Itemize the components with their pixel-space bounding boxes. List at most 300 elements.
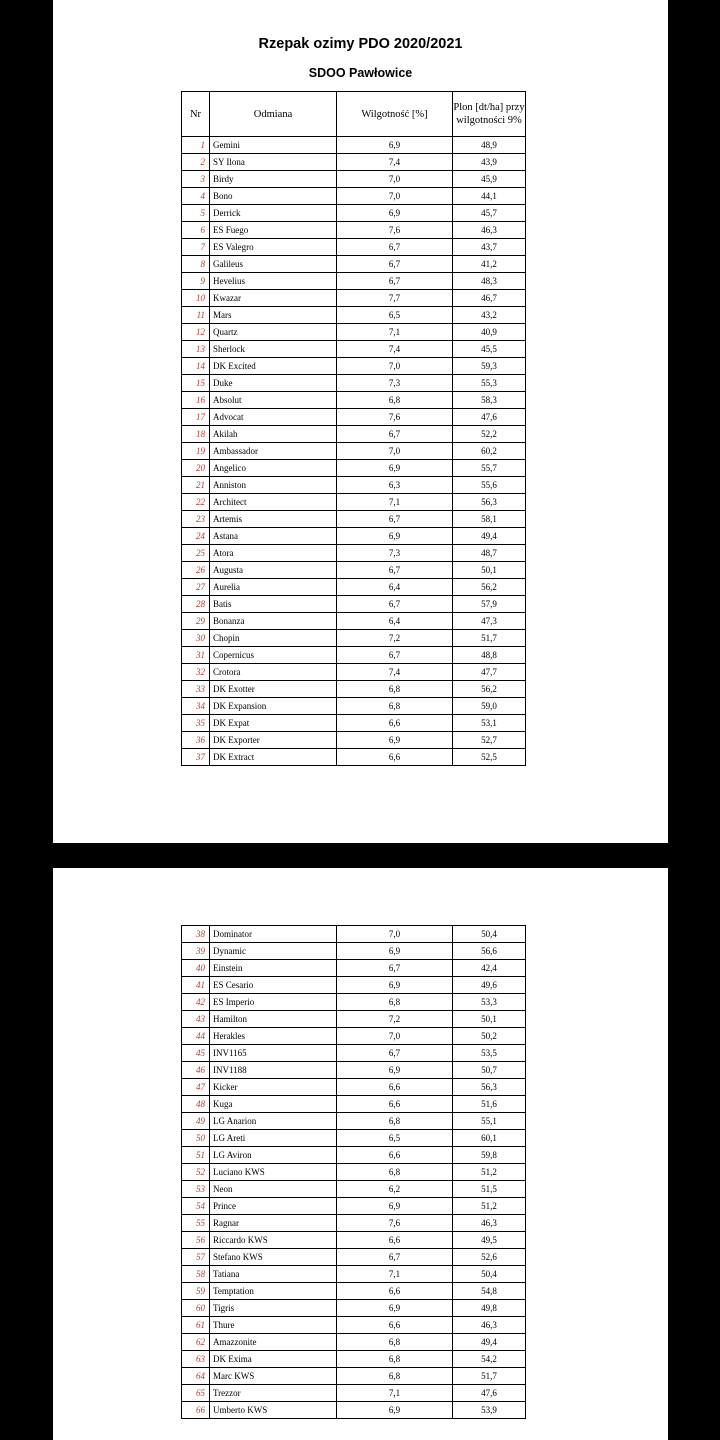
variety-name: Tatiana: [210, 1266, 337, 1283]
yield-value: 49,8: [453, 1300, 526, 1317]
variety-name: Mars: [210, 307, 337, 324]
yield-value: 44,1: [453, 188, 526, 205]
table-row: [182, 664, 526, 681]
variety-name: Architect: [210, 494, 337, 511]
variety-name: Herakles: [210, 1028, 337, 1045]
row-number: 8: [182, 256, 210, 273]
column-header-nr: Nr: [182, 92, 210, 137]
row-number: 48: [182, 1096, 210, 1113]
document-page-2: [53, 868, 668, 1440]
moisture-value: 6,9: [337, 1402, 453, 1419]
moisture-value: 6,4: [337, 613, 453, 630]
moisture-value: 7,1: [337, 494, 453, 511]
variety-name: Stefano KWS: [210, 1249, 337, 1266]
row-number: 36: [182, 732, 210, 749]
yield-value: 49,4: [453, 1334, 526, 1351]
yield-value: 53,1: [453, 715, 526, 732]
variety-name: Derrick: [210, 205, 337, 222]
row-number: 21: [182, 477, 210, 494]
yield-value: 43,9: [453, 154, 526, 171]
moisture-value: 6,9: [337, 977, 453, 994]
moisture-value: 6,6: [337, 749, 453, 766]
variety-name: DK Excited: [210, 358, 337, 375]
table-row: [182, 188, 526, 205]
moisture-value: 6,7: [337, 273, 453, 290]
table-row: [182, 943, 526, 960]
table-row: [182, 732, 526, 749]
row-number: 45: [182, 1045, 210, 1062]
yield-value: 50,1: [453, 1011, 526, 1028]
results-table-part-2: [181, 925, 526, 1419]
moisture-value: 6,8: [337, 392, 453, 409]
yield-value: 50,7: [453, 1062, 526, 1079]
yield-value: 51,7: [453, 1368, 526, 1385]
variety-name: Ambassador: [210, 443, 337, 460]
moisture-value: 6,9: [337, 460, 453, 477]
variety-name: Absolut: [210, 392, 337, 409]
moisture-value: 6,7: [337, 1249, 453, 1266]
row-number: 24: [182, 528, 210, 545]
table-row: [182, 1096, 526, 1113]
moisture-value: 6,4: [337, 579, 453, 596]
variety-name: Gemini: [210, 137, 337, 154]
moisture-value: 6,8: [337, 1368, 453, 1385]
yield-value: 46,7: [453, 290, 526, 307]
yield-value: 43,7: [453, 239, 526, 256]
moisture-value: 6,7: [337, 256, 453, 273]
yield-value: 45,7: [453, 205, 526, 222]
table-row: [182, 494, 526, 511]
moisture-value: 7,1: [337, 1266, 453, 1283]
variety-name: Kicker: [210, 1079, 337, 1096]
table-row: [182, 715, 526, 732]
variety-name: Tigris: [210, 1300, 337, 1317]
yield-value: 55,7: [453, 460, 526, 477]
row-number: 12: [182, 324, 210, 341]
yield-value: 58,1: [453, 511, 526, 528]
table-row: [182, 596, 526, 613]
moisture-value: 7,6: [337, 1215, 453, 1232]
variety-name: Atora: [210, 545, 337, 562]
table-row: [182, 1215, 526, 1232]
table-row: [182, 1147, 526, 1164]
moisture-value: 6,8: [337, 1334, 453, 1351]
moisture-value: 6,9: [337, 1300, 453, 1317]
table-row: [182, 1334, 526, 1351]
yield-value: 48,3: [453, 273, 526, 290]
moisture-value: 6,9: [337, 1198, 453, 1215]
moisture-value: 6,8: [337, 1164, 453, 1181]
variety-name: Einstein: [210, 960, 337, 977]
yield-value: 54,8: [453, 1283, 526, 1300]
variety-name: SY Ilona: [210, 154, 337, 171]
moisture-value: 6,6: [337, 1096, 453, 1113]
yield-value: 48,9: [453, 137, 526, 154]
table-row: [182, 1266, 526, 1283]
yield-value: 50,4: [453, 1266, 526, 1283]
table-row: [182, 1045, 526, 1062]
yield-value: 53,3: [453, 994, 526, 1011]
variety-name: INV1188: [210, 1062, 337, 1079]
yield-value: 56,3: [453, 1079, 526, 1096]
variety-name: Sherlock: [210, 341, 337, 358]
variety-name: Hamilton: [210, 1011, 337, 1028]
moisture-value: 6,3: [337, 477, 453, 494]
table-row: [182, 1130, 526, 1147]
column-header-moisture: Wilgotność [%]: [337, 92, 453, 137]
moisture-value: 7,2: [337, 1011, 453, 1028]
variety-name: Dominator: [210, 926, 337, 943]
table-row: [182, 1300, 526, 1317]
table-row: [182, 1028, 526, 1045]
row-number: 57: [182, 1249, 210, 1266]
row-number: 64: [182, 1368, 210, 1385]
table-row: [182, 205, 526, 222]
variety-name: Aurelia: [210, 579, 337, 596]
variety-name: Artemis: [210, 511, 337, 528]
variety-name: LG Anarion: [210, 1113, 337, 1130]
table-row: [182, 1317, 526, 1334]
variety-name: Crotora: [210, 664, 337, 681]
yield-value: 59,3: [453, 358, 526, 375]
row-number: 55: [182, 1215, 210, 1232]
table-row: [182, 256, 526, 273]
variety-name: LG Areti: [210, 1130, 337, 1147]
moisture-value: 6,5: [337, 307, 453, 324]
variety-name: DK Expat: [210, 715, 337, 732]
table-header-row: [182, 92, 526, 137]
table-row: [182, 630, 526, 647]
table-row: [182, 562, 526, 579]
moisture-value: 7,2: [337, 630, 453, 647]
variety-name: Akilah: [210, 426, 337, 443]
row-number: 29: [182, 613, 210, 630]
moisture-value: 6,6: [337, 715, 453, 732]
row-number: 54: [182, 1198, 210, 1215]
table-row: [182, 1351, 526, 1368]
moisture-value: 6,8: [337, 681, 453, 698]
yield-value: 48,8: [453, 647, 526, 664]
variety-name: Riccardo KWS: [210, 1232, 337, 1249]
row-number: 58: [182, 1266, 210, 1283]
row-number: 44: [182, 1028, 210, 1045]
moisture-value: 7,0: [337, 1028, 453, 1045]
variety-name: DK Exima: [210, 1351, 337, 1368]
row-number: 18: [182, 426, 210, 443]
yield-value: 51,7: [453, 630, 526, 647]
yield-value: 56,3: [453, 494, 526, 511]
moisture-value: 7,4: [337, 341, 453, 358]
results-table-part-1: [181, 91, 526, 766]
row-number: 38: [182, 926, 210, 943]
yield-value: 56,2: [453, 579, 526, 596]
moisture-value: 6,7: [337, 596, 453, 613]
variety-name: Umberto KWS: [210, 1402, 337, 1419]
variety-name: Trezzor: [210, 1385, 337, 1402]
row-number: 19: [182, 443, 210, 460]
variety-name: Duke: [210, 375, 337, 392]
row-number: 32: [182, 664, 210, 681]
yield-value: 57,9: [453, 596, 526, 613]
table-body: [182, 137, 526, 766]
table-row: [182, 613, 526, 630]
row-number: 41: [182, 977, 210, 994]
row-number: 10: [182, 290, 210, 307]
variety-name: Amazzonite: [210, 1334, 337, 1351]
table-row: [182, 1385, 526, 1402]
table-row: [182, 960, 526, 977]
row-number: 65: [182, 1385, 210, 1402]
moisture-value: 7,3: [337, 545, 453, 562]
row-number: 53: [182, 1181, 210, 1198]
moisture-value: 6,8: [337, 1351, 453, 1368]
table-row: [182, 1011, 526, 1028]
yield-value: 60,1: [453, 1130, 526, 1147]
yield-value: 52,5: [453, 749, 526, 766]
yield-value: 49,5: [453, 1232, 526, 1249]
table-row: [182, 579, 526, 596]
yield-value: 49,6: [453, 977, 526, 994]
moisture-value: 6,7: [337, 426, 453, 443]
variety-name: Temptation: [210, 1283, 337, 1300]
row-number: 16: [182, 392, 210, 409]
variety-name: DK Extract: [210, 749, 337, 766]
table-row: [182, 324, 526, 341]
yield-value: 51,2: [453, 1198, 526, 1215]
moisture-value: 7,0: [337, 443, 453, 460]
moisture-value: 6,8: [337, 698, 453, 715]
table-row: [182, 1113, 526, 1130]
moisture-value: 7,4: [337, 154, 453, 171]
yield-value: 47,3: [453, 613, 526, 630]
row-number: 66: [182, 1402, 210, 1419]
table-row: [182, 341, 526, 358]
row-number: 1: [182, 137, 210, 154]
row-number: 6: [182, 222, 210, 239]
variety-name: LG Aviron: [210, 1147, 337, 1164]
variety-name: Luciano KWS: [210, 1164, 337, 1181]
table-row: [182, 647, 526, 664]
row-number: 61: [182, 1317, 210, 1334]
moisture-value: 6,9: [337, 137, 453, 154]
table-row: [182, 681, 526, 698]
moisture-value: 6,8: [337, 1113, 453, 1130]
table-row: [182, 977, 526, 994]
table-row: [182, 171, 526, 188]
table-row: [182, 375, 526, 392]
column-header-variety: Odmiana: [210, 92, 337, 137]
variety-name: Advocat: [210, 409, 337, 426]
moisture-value: 6,2: [337, 1181, 453, 1198]
row-number: 23: [182, 511, 210, 528]
yield-value: 53,5: [453, 1045, 526, 1062]
yield-value: 40,9: [453, 324, 526, 341]
variety-name: Dynamic: [210, 943, 337, 960]
yield-value: 55,3: [453, 375, 526, 392]
yield-value: 43,2: [453, 307, 526, 324]
yield-value: 59,8: [453, 1147, 526, 1164]
row-number: 56: [182, 1232, 210, 1249]
table-row: [182, 290, 526, 307]
yield-value: 46,3: [453, 1215, 526, 1232]
variety-name: Neon: [210, 1181, 337, 1198]
row-number: 59: [182, 1283, 210, 1300]
row-number: 43: [182, 1011, 210, 1028]
row-number: 33: [182, 681, 210, 698]
table-row: [182, 409, 526, 426]
variety-name: Astana: [210, 528, 337, 545]
row-number: 28: [182, 596, 210, 613]
yield-value: 55,1: [453, 1113, 526, 1130]
moisture-value: 7,0: [337, 926, 453, 943]
yield-value: 52,2: [453, 426, 526, 443]
table-row: [182, 528, 526, 545]
moisture-value: 6,6: [337, 1079, 453, 1096]
document-page-1: [53, 0, 668, 843]
moisture-value: 6,7: [337, 239, 453, 256]
row-number: 51: [182, 1147, 210, 1164]
moisture-value: 6,9: [337, 1062, 453, 1079]
table-row: [182, 994, 526, 1011]
yield-value: 54,2: [453, 1351, 526, 1368]
row-number: 2: [182, 154, 210, 171]
row-number: 62: [182, 1334, 210, 1351]
moisture-value: 6,6: [337, 1232, 453, 1249]
row-number: 42: [182, 994, 210, 1011]
variety-name: Augusta: [210, 562, 337, 579]
row-number: 46: [182, 1062, 210, 1079]
table-row: [182, 477, 526, 494]
moisture-value: 6,5: [337, 1130, 453, 1147]
variety-name: Anniston: [210, 477, 337, 494]
moisture-value: 7,0: [337, 171, 453, 188]
variety-name: Birdy: [210, 171, 337, 188]
variety-name: Kwazar: [210, 290, 337, 307]
row-number: 9: [182, 273, 210, 290]
variety-name: Copernicus: [210, 647, 337, 664]
variety-name: Angelico: [210, 460, 337, 477]
table-row: [182, 307, 526, 324]
row-number: 5: [182, 205, 210, 222]
table-row: [182, 222, 526, 239]
table-row: [182, 749, 526, 766]
variety-name: Bono: [210, 188, 337, 205]
variety-name: DK Expansion: [210, 698, 337, 715]
yield-value: 45,9: [453, 171, 526, 188]
variety-name: Chopin: [210, 630, 337, 647]
row-number: 27: [182, 579, 210, 596]
moisture-value: 6,7: [337, 960, 453, 977]
row-number: 25: [182, 545, 210, 562]
row-number: 37: [182, 749, 210, 766]
row-number: 14: [182, 358, 210, 375]
moisture-value: 6,7: [337, 511, 453, 528]
table-row: [182, 1402, 526, 1419]
yield-value: 50,4: [453, 926, 526, 943]
variety-name: INV1165: [210, 1045, 337, 1062]
yield-value: 42,4: [453, 960, 526, 977]
moisture-value: 7,3: [337, 375, 453, 392]
moisture-value: 7,4: [337, 664, 453, 681]
yield-value: 50,1: [453, 562, 526, 579]
variety-name: Thure: [210, 1317, 337, 1334]
yield-value: 47,6: [453, 1385, 526, 1402]
yield-value: 58,3: [453, 392, 526, 409]
row-number: 17: [182, 409, 210, 426]
variety-name: ES Valegro: [210, 239, 337, 256]
yield-value: 55,6: [453, 477, 526, 494]
row-number: 7: [182, 239, 210, 256]
table-row: [182, 137, 526, 154]
yield-value: 50,2: [453, 1028, 526, 1045]
row-number: 22: [182, 494, 210, 511]
moisture-value: 6,8: [337, 994, 453, 1011]
table-row: [182, 698, 526, 715]
yield-value: 47,6: [453, 409, 526, 426]
table-row: [182, 154, 526, 171]
moisture-value: 6,9: [337, 943, 453, 960]
variety-name: ES Cesario: [210, 977, 337, 994]
yield-value: 56,6: [453, 943, 526, 960]
yield-value: 49,4: [453, 528, 526, 545]
table-row: [182, 273, 526, 290]
variety-name: DK Exporter: [210, 732, 337, 749]
variety-name: Galileus: [210, 256, 337, 273]
variety-name: Marc KWS: [210, 1368, 337, 1385]
table-row: [182, 1079, 526, 1096]
yield-value: 47,7: [453, 664, 526, 681]
row-number: 31: [182, 647, 210, 664]
yield-value: 51,5: [453, 1181, 526, 1198]
row-number: 20: [182, 460, 210, 477]
row-number: 52: [182, 1164, 210, 1181]
table-row: [182, 239, 526, 256]
table-row: [182, 926, 526, 943]
row-number: 63: [182, 1351, 210, 1368]
row-number: 15: [182, 375, 210, 392]
yield-value: 46,3: [453, 1317, 526, 1334]
row-number: 30: [182, 630, 210, 647]
row-number: 11: [182, 307, 210, 324]
variety-name: Quartz: [210, 324, 337, 341]
yield-value: 52,7: [453, 732, 526, 749]
moisture-value: 7,1: [337, 324, 453, 341]
table-row: [182, 392, 526, 409]
table-body: [182, 926, 526, 1419]
row-number: 60: [182, 1300, 210, 1317]
row-number: 40: [182, 960, 210, 977]
moisture-value: 7,6: [337, 222, 453, 239]
variety-name: Batis: [210, 596, 337, 613]
table-row: [182, 1283, 526, 1300]
moisture-value: 6,7: [337, 562, 453, 579]
moisture-value: 7,0: [337, 188, 453, 205]
table-row: [182, 545, 526, 562]
page-title: Rzepak ozimy PDO 2020/2021: [258, 36, 463, 52]
moisture-value: 6,6: [337, 1147, 453, 1164]
table-row: [182, 443, 526, 460]
moisture-value: 6,7: [337, 1045, 453, 1062]
table-row: [182, 1249, 526, 1266]
page-subtitle: SDOO Pawłowice: [308, 66, 413, 80]
moisture-value: 6,7: [337, 647, 453, 664]
yield-value: 59,0: [453, 698, 526, 715]
variety-name: Ragnar: [210, 1215, 337, 1232]
table-row: [182, 1164, 526, 1181]
variety-name: DK Exotter: [210, 681, 337, 698]
yield-value: 48,7: [453, 545, 526, 562]
moisture-value: 7,6: [337, 409, 453, 426]
